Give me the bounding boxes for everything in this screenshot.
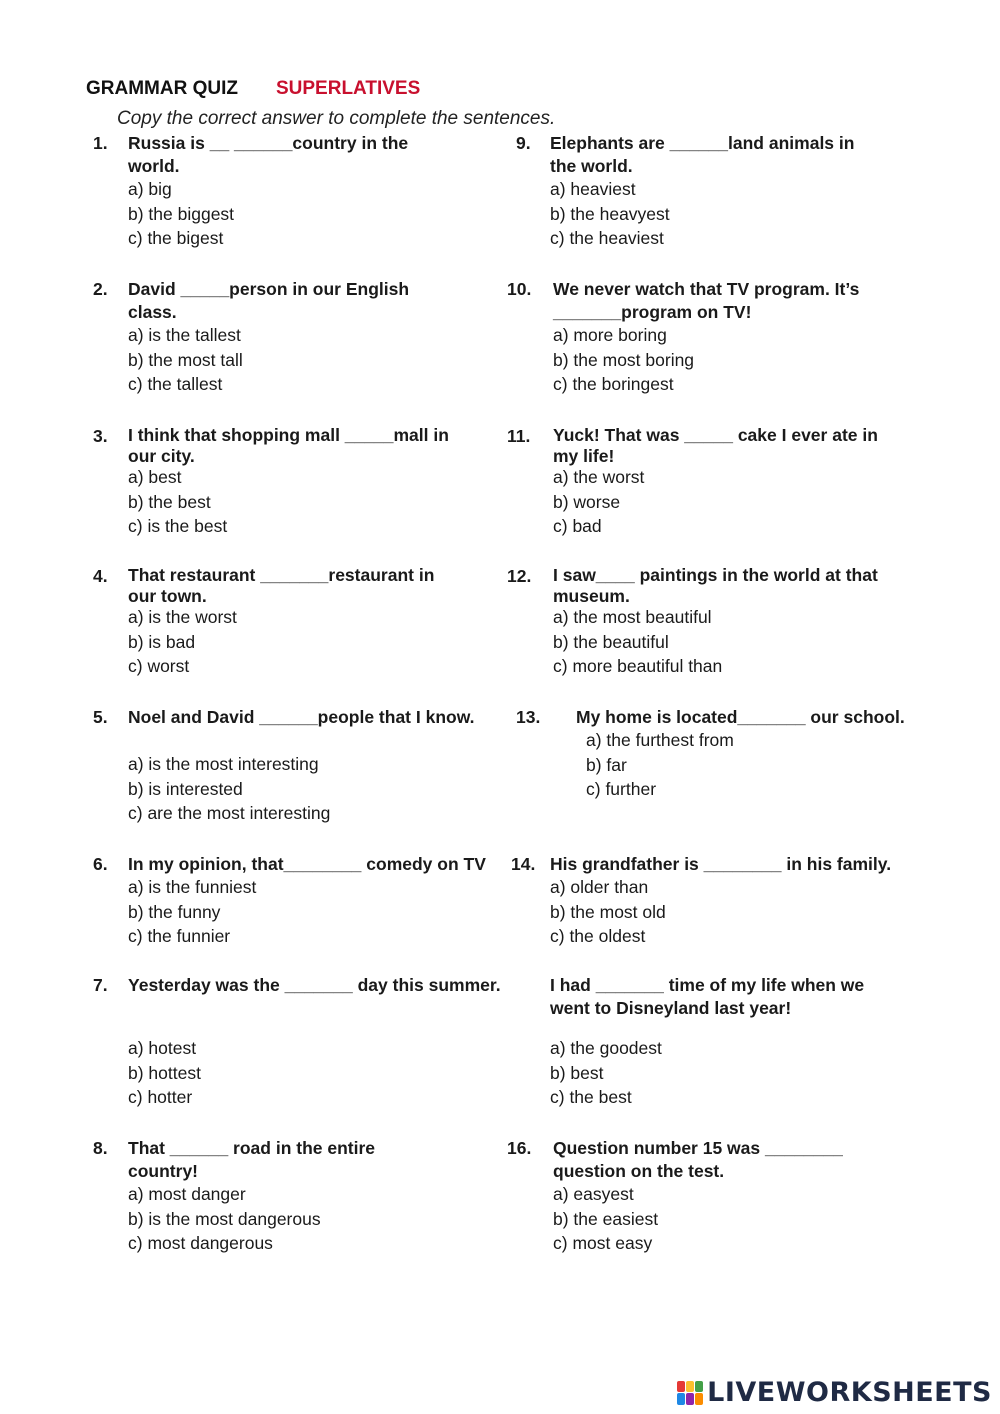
answer-option[interactable]: a) is the tallest — [128, 325, 241, 345]
answer-option[interactable]: b) is the most dangerous — [128, 1208, 321, 1229]
answer-option[interactable]: a) big — [128, 179, 172, 199]
answer-options — [550, 177, 670, 251]
answer-option[interactable]: c) the heaviest — [550, 228, 664, 248]
question-number: 2. — [93, 279, 108, 299]
answer-options — [553, 465, 644, 539]
answer-option[interactable]: b) the biggest — [128, 203, 235, 224]
quiz-title: GRAMMAR QUIZ — [86, 78, 238, 99]
answer-option[interactable]: a) hotest — [128, 1038, 197, 1058]
question-stem: In my opinion, that________ comedy on TV — [128, 854, 486, 874]
question-number: 5. — [93, 707, 108, 727]
question-number: 8. — [93, 1138, 108, 1158]
question-number: 1. — [93, 133, 108, 153]
answer-option[interactable]: b) the best — [128, 491, 211, 512]
question-stem: Noel and David ______people that I know. — [128, 707, 475, 727]
answer-options — [553, 323, 694, 397]
answer-option[interactable]: a) most danger — [128, 1184, 246, 1204]
answer-option[interactable]: a) the furthest from — [586, 730, 734, 750]
answer-options — [128, 605, 237, 679]
answer-option[interactable]: b) the easiest — [553, 1208, 659, 1229]
answer-option[interactable]: b) the most tall — [128, 349, 243, 370]
answer-options — [128, 752, 330, 826]
answer-option[interactable]: a) older than — [550, 877, 649, 897]
answer-option[interactable]: b) far — [586, 754, 627, 775]
question-stem: I had _______ time of my life when we went to Disneyland last year! — [550, 975, 865, 1018]
answer-option[interactable]: c) further — [586, 779, 657, 799]
answer-options — [128, 177, 234, 251]
question-stem: David _____person in our English class. — [128, 279, 410, 322]
question-number: 9. — [516, 133, 531, 153]
answer-option[interactable]: c) bad — [553, 516, 602, 536]
answer-option[interactable]: b) is bad — [128, 631, 196, 652]
question-stem: Yuck! That was _____ cake I ever ate in my life! — [553, 425, 878, 466]
question-number: 13. — [516, 707, 541, 727]
answer-options — [128, 875, 256, 949]
liveworksheets-logo-icon — [677, 1381, 703, 1405]
question-number: 12. — [507, 566, 532, 586]
answer-option[interactable]: b) the most old — [550, 901, 666, 922]
logo-square — [686, 1381, 694, 1393]
question-stem: I saw____ paintings in the world at that museum. — [553, 565, 878, 606]
question-number: 7. — [93, 975, 108, 995]
answer-option[interactable]: b) the funny — [128, 901, 221, 922]
answer-option[interactable]: a) is the most interesting — [128, 754, 319, 774]
instructions: Copy the correct answer to complete the sentences. — [117, 108, 556, 129]
answer-option[interactable]: b) hottest — [128, 1062, 201, 1083]
answer-options — [550, 1036, 662, 1110]
logo-square — [695, 1381, 703, 1393]
answer-option[interactable]: c) are the most interesting — [128, 803, 331, 823]
answer-option[interactable]: b) worse — [553, 491, 621, 512]
answer-option[interactable]: a) easyest — [553, 1184, 634, 1204]
answer-option[interactable]: b) the most boring — [553, 349, 695, 370]
question-stem: We never watch that TV program. It’s _______program on TV! — [553, 279, 860, 322]
question-number: 4. — [93, 566, 108, 586]
answer-option[interactable]: c) the oldest — [550, 926, 646, 946]
answer-option[interactable]: c) the tallest — [128, 374, 223, 394]
question-stem: His grandfather is ________ in his family. — [550, 854, 892, 874]
answer-option[interactable]: c) most dangerous — [128, 1233, 273, 1253]
answer-option[interactable]: a) the most beautiful — [553, 607, 712, 627]
question-stem: My home is located_______ our school. — [576, 707, 905, 727]
logo-square — [686, 1393, 694, 1405]
answer-option[interactable]: a) the goodest — [550, 1038, 662, 1058]
worksheet-header — [86, 78, 420, 100]
answer-option[interactable]: a) best — [128, 467, 182, 487]
question-number: 3. — [93, 426, 108, 446]
question-stem: That restaurant _______restaurant in our town. — [128, 565, 435, 606]
answer-options — [128, 1182, 321, 1256]
answer-option[interactable]: c) most easy — [553, 1233, 653, 1253]
logo-square — [677, 1381, 685, 1393]
answer-option[interactable]: a) is the funniest — [128, 877, 257, 897]
answer-options — [550, 875, 666, 949]
quiz-topic: SUPERLATIVES — [275, 78, 421, 99]
answer-option[interactable]: a) is the worst — [128, 607, 237, 627]
question-number: 11. — [507, 426, 531, 446]
answer-option[interactable]: a) more boring — [553, 325, 667, 345]
question-number: 14. — [511, 854, 536, 874]
question-stem: Russia is __ ______country in the world. — [128, 133, 409, 176]
answer-option[interactable]: c) the bigest — [128, 228, 224, 248]
answer-options — [553, 1182, 658, 1256]
answer-option[interactable]: c) the boringest — [553, 374, 674, 394]
answer-option[interactable]: a) the worst — [553, 467, 645, 487]
question-stem: Yesterday was the _______ day this summer. — [128, 975, 501, 995]
answer-option[interactable]: c) worst — [128, 656, 190, 676]
question-stem: Question number 15 was ________ question on the test. — [553, 1138, 843, 1181]
answer-option[interactable]: b) best — [550, 1062, 604, 1083]
question-number: 6. — [93, 854, 108, 874]
answer-options — [128, 465, 227, 539]
answer-option[interactable]: c) is the best — [128, 516, 228, 536]
question-number: 16. — [507, 1138, 532, 1158]
answer-options — [128, 1036, 201, 1110]
question-stem: I think that shopping mall _____mall in our city. — [128, 425, 449, 466]
answer-options — [128, 323, 243, 397]
logo-text: LIVEWORKSHEETS — [707, 1377, 992, 1408]
answer-options — [586, 728, 734, 802]
logo-square — [695, 1393, 703, 1405]
answer-option[interactable]: b) the beautiful — [553, 631, 669, 652]
question-number: 10. — [507, 279, 532, 299]
answer-option[interactable]: b) is interested — [128, 778, 243, 799]
answer-option[interactable]: c) the funnier — [128, 926, 231, 946]
question-stem: Elephants are ______land animals in the world. — [550, 133, 855, 176]
answer-options — [553, 605, 722, 679]
liveworksheets-logo[interactable] — [677, 1377, 992, 1408]
answer-option[interactable]: c) more beautiful than — [553, 656, 723, 676]
question-stem: That ______ road in the entire country! — [128, 1138, 376, 1181]
answer-option[interactable]: c) hotter — [128, 1087, 193, 1107]
answer-option[interactable]: a) heaviest — [550, 179, 636, 199]
logo-square — [677, 1393, 685, 1405]
answer-option[interactable]: c) the best — [550, 1087, 632, 1107]
answer-option[interactable]: b) the heavyest — [550, 203, 670, 224]
